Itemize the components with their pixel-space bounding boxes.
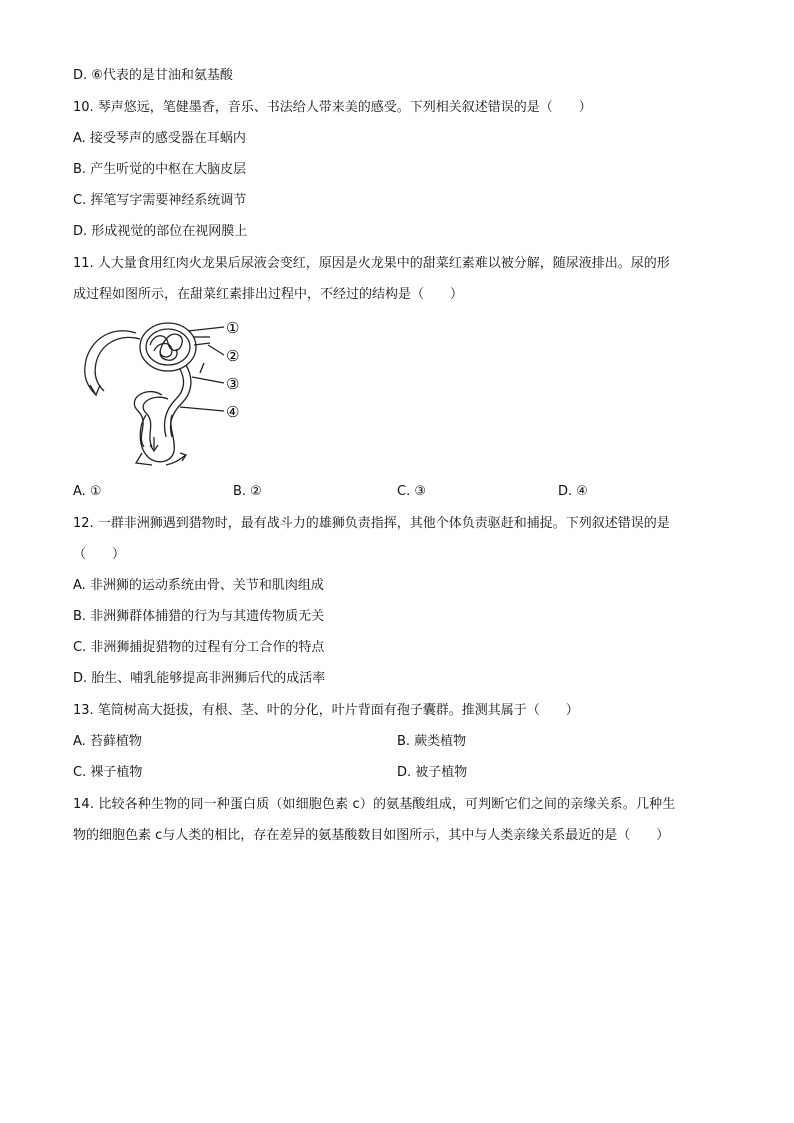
q10-option-d: D. 形成视觉的部位在视网膜上 (73, 224, 248, 239)
q12-option-a: A. 非洲狮的运动系统由骨、关节和肌肉组成 (73, 578, 324, 593)
figure-label-4: ④ (226, 403, 240, 421)
q14-stem-line1: 14. 比较各种生物的同一种蛋白质（如细胞色素 c）的氨基酸组成，可判断它们之间的亲缘关系。几种生 (73, 797, 676, 812)
q12-option-c: C. 非洲狮捕捉猎物的过程有分工合作的特点 (73, 640, 325, 655)
q10-option-a: A. 接受琴声的感受器在耳蜗内 (73, 131, 246, 146)
q11-stem-line1: 11. 人大量食用红肉火龙果后尿液会变红，原因是火龙果中的甜菜红素难以被分解，随尿液排出。尿的形 (73, 256, 670, 271)
q11-option-a: A. ① (73, 484, 102, 499)
q13-option-a: A. 苔藓植物 (73, 734, 142, 749)
q14-stem-line2: 物的细胞色素 c与人类的相比，存在差异的氨基酸数目如图所示，其中与人类亲缘关系最近的是（ ） (73, 828, 670, 843)
q10-option-c: C. 挥笔写字需要神经系统调节 (73, 193, 247, 208)
q13-option-c: C. 裸子植物 (73, 765, 143, 780)
q11-stem-line2: 成过程如图所示，在甜菜红素排出过程中，不经过的结构是（ ） (73, 287, 464, 302)
q11-option-d: D. ④ (558, 484, 588, 499)
q13-option-b: B. 蕨类植物 (397, 734, 467, 749)
q10-option-b: B. 产生听觉的中枢在大脑皮层 (73, 162, 247, 177)
q9-option-d: D. ⑥代表的是甘油和氨基酸 (73, 68, 233, 83)
q12-stem-line2: （ ） (73, 547, 126, 562)
q11-option-b: B. ② (233, 484, 262, 499)
q13-option-d: D. 被子植物 (397, 765, 468, 780)
q10-stem: 10. 琴声悠远，笔健墨香，音乐、书法给人带来美的感受。下列相关叙述错误的是（ ） (73, 100, 592, 115)
q11-option-c: C. ③ (397, 484, 426, 499)
q12-option-b: B. 非洲狮群体捕猎的行为与其遗传物质无关 (73, 609, 325, 624)
nephron-diagram (76, 315, 266, 475)
q12-stem-line1: 12. 一群非洲狮遇到猎物时，最有战斗力的雄狮负责指挥，其他个体负责驱赶和捕捉。下列叙述错误的是 (73, 516, 670, 531)
figure-label-1: ① (226, 319, 240, 337)
figure-label-3: ③ (226, 375, 240, 393)
figure-label-2: ② (226, 347, 240, 365)
q12-option-d: D. 胎生、哺乳能够提高非洲狮后代的成活率 (73, 671, 326, 686)
q13-stem: 13. 笔筒树高大挺拔，有根、茎、叶的分化，叶片背面有孢子囊群。推测其属于（ ） (73, 703, 579, 718)
